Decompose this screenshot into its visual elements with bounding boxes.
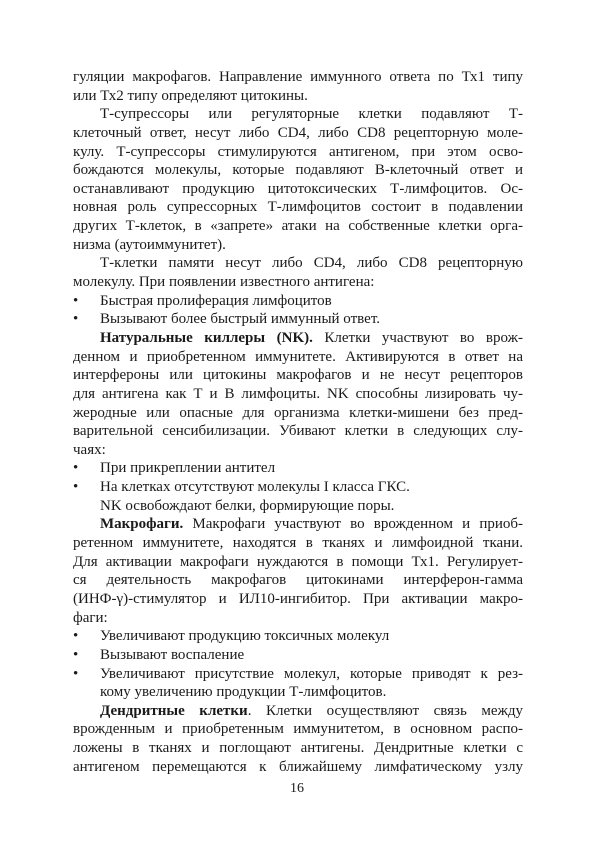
line-text: Клетки участвуют во врож- [312,329,523,346]
text-line [73,180,523,199]
text-line [73,422,523,441]
line-text: других Т-клеток, в «запрете» атаки на собственные клетки орга- [73,218,523,235]
text-line [73,366,523,385]
section-term: Дендритные клетки [100,702,248,719]
line-text: низма (аутоиммунитет). [73,236,226,253]
line-text: Увеличивают присутствие молекул, которые приводят к рез- [100,665,523,682]
line-text: Увеличивают продукцию токсичных молекул [100,628,390,645]
text-line [73,385,523,404]
section-term: Макрофаги. [100,516,184,533]
line-text: кому увеличению продукции Т-лимфоцитов. [100,684,387,701]
bullet-icon: • [73,646,79,663]
line-text: варительной сенсибилизации. Убивают клетки в следующих слу- [73,423,523,440]
list-item [73,292,523,311]
line-text: останавливают продукцию цитотоксических Т-лимфоцитов. Ос- [73,180,523,197]
text-line [73,515,523,534]
bullet-icon: • [73,460,79,477]
section-term: Натуральные киллеры (NK). [100,329,313,346]
text-line [73,404,523,423]
line-text: Быстрая пролиферация лимфоцитов [100,292,332,309]
list-item [73,478,523,497]
line-text: Макрофаги участвуют во врожденном и приоб- [183,516,523,533]
line-text: . Клетки осуществляют связь между [247,702,523,719]
line-text: интерфероны или цитокины макрофагов и не несут рецепторов [73,367,523,384]
line-text: При прикреплении антител [100,460,276,477]
list-item [73,665,523,684]
bullet-icon: • [73,628,79,645]
line-text: клеточный ответ, несут либо CD4, либо CD8 рецепторную моле- [73,124,523,141]
text-line [73,441,523,460]
bullet-icon: • [73,479,79,496]
text-line [73,553,523,572]
text-line [73,87,523,106]
bullet-icon: • [73,292,79,309]
text-line [73,198,523,217]
text-line [73,683,523,702]
line-text: ся деятельность макрофагов цитокинами интерферон-гамма [73,572,523,589]
text-line [73,236,523,255]
text-line [73,124,523,143]
text-line [73,720,523,739]
line-text: ложены в тканях и поглощают антигены. Дендритные клетки с [73,740,523,757]
text-line [73,497,523,516]
line-text: для антигена как Т и В лимфоциты. NK способны лизировать чу- [73,385,523,402]
list-item [73,627,523,646]
text-line [73,68,523,87]
line-text: ретенном иммунитете, находятся в тканях и лимфоидной ткани. [73,535,523,552]
line-text: денном и приобретенном иммунитете. Активируются в ответ на [73,348,523,365]
list-item [73,459,523,478]
line-text: Т-клетки памяти несут либо CD4, либо CD8 рецепторную [100,255,523,272]
page-number: 16 [290,781,304,796]
line-text: молекулу. При появлении известного антигена: [73,274,375,291]
text-line [73,273,523,292]
line-text: На клетках отсутствуют молекулы I класса ГКС. [100,479,410,496]
line-text: Вызывают более быстрый иммунный ответ. [100,311,380,328]
line-text: или Тх2 типу определяют цитокины. [73,87,308,104]
line-text: чаях: [73,441,106,458]
text-line [73,739,523,758]
text-line [73,329,523,348]
text-line [73,590,523,609]
text-line [73,571,523,590]
text-line [73,143,523,162]
text-line [73,534,523,553]
line-text: бождаются молекулы, которые подавляют В-клеточный ответ и [73,162,523,179]
text-line [73,105,523,124]
text-line [73,348,523,367]
text-line [73,758,523,777]
list-item [73,310,523,329]
text-line [73,161,523,180]
line-text: жеродные или опасные для организма клетки-мишени без пред- [73,404,523,421]
line-text: гуляции макрофагов. Направление иммунного ответа по Тх1 типу [73,69,523,85]
line-text: врожденным и приобретенным иммунитетом, в основном распо- [73,721,523,738]
line-text: антигеном перемещаются к ближайшему лимфатическому узлу [73,758,523,775]
text-line [73,702,523,721]
line-text: Т-супрессоры или регуляторные клетки подавляют Т- [100,106,523,123]
list-item [73,646,523,665]
bullet-icon: • [73,311,79,328]
line-text: (ИНФ-γ)-стимулятор и ИЛ10-ингибитор. При активации макро- [73,590,523,607]
text-line [73,254,523,273]
line-text: Для активации макрофаги нуждаются в помощи Тх1. Регулирует- [73,553,523,570]
line-text: NK освобождают белки, формирующие поры. [100,497,395,514]
bullet-icon: • [73,665,79,682]
page-body [73,68,523,776]
line-text: Вызывают воспаление [100,646,245,663]
line-text: новная роль супрессорных Т-лимфоцитов состоит в подавлении [73,199,523,216]
text-line [73,609,523,628]
line-text: фаги: [73,609,108,626]
line-text: кулу. Т-супрессоры стимулируются антигеном, при этом осво- [73,143,523,160]
text-line [73,217,523,236]
